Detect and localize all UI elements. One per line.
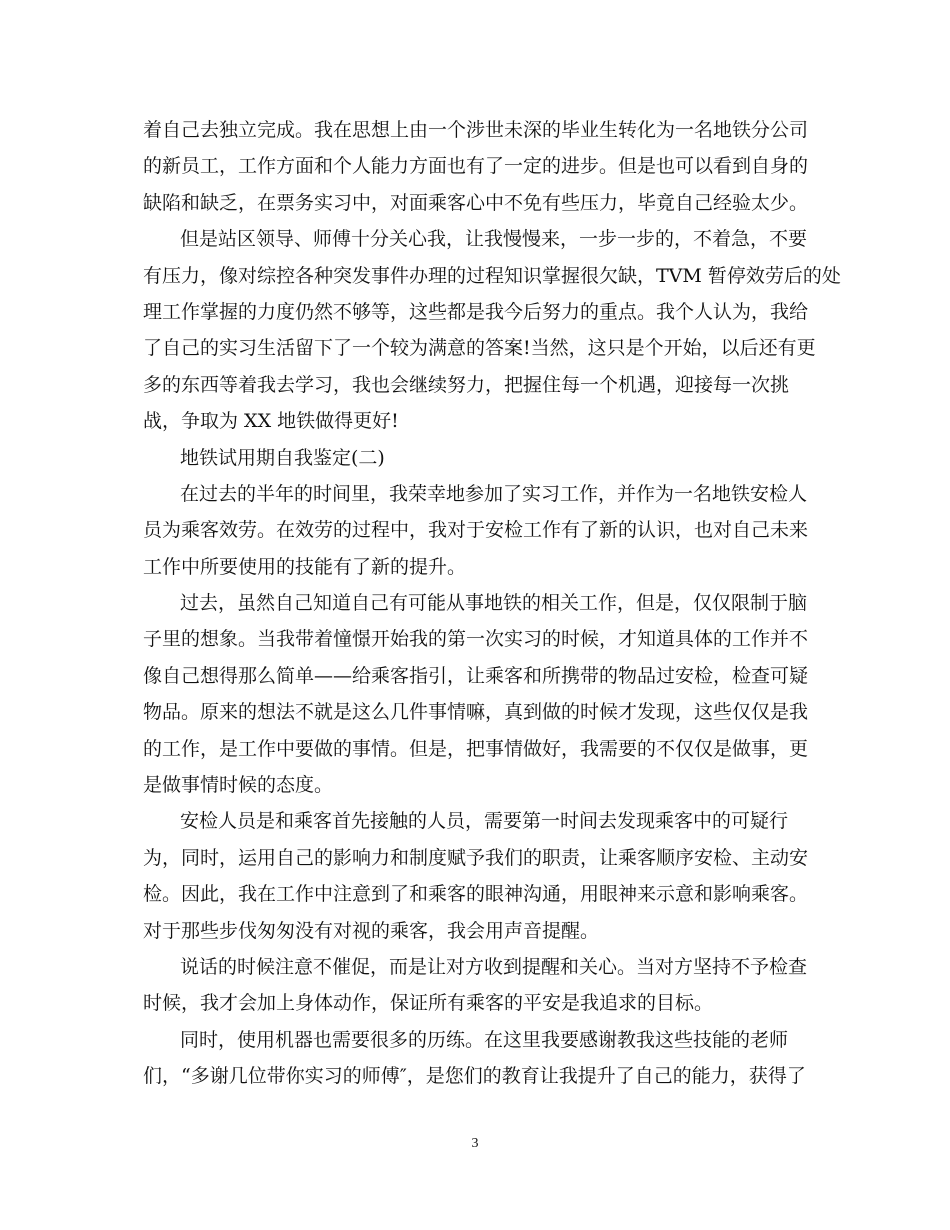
document-body [143, 112, 841, 1095]
paragraph-first-line: 安检人员是和乘客首先接触的人员，需要第一时间去发现乘客中的可疑行 [180, 810, 789, 833]
text-line: 子里的想象。当我带着憧憬开始我的第一次实习的时候，才知道具体的工作并不 [143, 628, 809, 651]
text-line: 多的东西等着我去学习，我也会继续努力，把握住每一个机遇，迎接每一次挑 [143, 373, 790, 396]
text-line: 战，争取为 XX 地铁做得更好! [143, 410, 399, 433]
text-line: 理工作掌握的力度仍然不够等，这些都是我今后努力的重点。我个人认为，我给 [143, 300, 809, 323]
text-line: 们，“多谢几位带你实习的师傅″，是您们的教育让我提升了自己的能力，获得了 [143, 1065, 806, 1088]
text-line: 时候，我才会加上身体动作，保证所有乘客的平安是我追求的目标。 [143, 992, 714, 1015]
text-line: 工作中所要使用的技能有了新的提升。 [143, 555, 467, 578]
paragraph-first-line: 地铁试用期自我鉴定(二) [180, 446, 385, 469]
paragraph-first-line: 过去，虽然自己知道自己有可能从事地铁的相关工作，但是，仅仅限制于脑 [180, 592, 808, 615]
paragraph-first-line: 同时，使用机器也需要很多的历练。在这里我要感谢教我这些技能的老师 [180, 1028, 789, 1051]
text-line: 有压力，像对综控各种突发事件办理的过程知识掌握很欠缺，TVM 暂停效劳后的处 [143, 264, 841, 287]
text-line: 是做事情时候的态度。 [143, 774, 334, 797]
page-number: 3 [471, 1136, 479, 1151]
text-line: 的工作，是工作中要做的事情。但是，把事情做好，我需要的不仅仅是做事，更 [143, 737, 809, 760]
paragraph-first-line: 说话的时候注意不催促，而是让对方收到提醒和关心。当对方坚持不予检查 [180, 955, 808, 978]
text-line: 物品。原来的想法不就是这么几件事情嘛，真到做的时候才发现，这些仅仅是我 [143, 701, 809, 724]
text-line: 的新员工，工作方面和个人能力方面也有了一定的进步。但是也可以看到自身的 [143, 155, 809, 178]
paragraph-first-line: 在过去的半年的时间里，我荣幸地参加了实习工作，并作为一名地铁安检人 [180, 482, 808, 505]
text-line: 着自己去独立完成。我在思想上由一个涉世未深的毕业生转化为一名地铁分公司 [143, 119, 809, 141]
text-line: 像自己想得那么简单——给乘客指引，让乘客和所携带的物品过安检，检查可疑 [143, 664, 809, 687]
text-line: 缺陷和缺乏，在票务实习中，对面乘客心中不免有些压力，毕竟自己经验太少。 [143, 191, 809, 214]
paragraph-first-line: 但是站区领导、师傅十分关心我，让我慢慢来，一步一步的，不着急，不要 [180, 228, 808, 251]
text-line: 员为乘客效劳。在效劳的过程中，我对于安检工作有了新的认识，也对自己未来 [143, 519, 809, 542]
text-line: 检。因此，我在工作中注意到了和乘客的眼神沟通，用眼神来示意和影响乘客。 [143, 883, 809, 906]
text-line: 为，同时，运用自己的影响力和制度赋予我们的职责，让乘客顺序安检、主动安 [143, 846, 809, 869]
text-line: 对于那些步伐匆匆没有对视的乘客，我会用声音提醒。 [143, 919, 600, 942]
text-line: 了自己的实习生活留下了一个较为满意的答案!当然，这只是个开始，以后还有更 [143, 337, 816, 360]
